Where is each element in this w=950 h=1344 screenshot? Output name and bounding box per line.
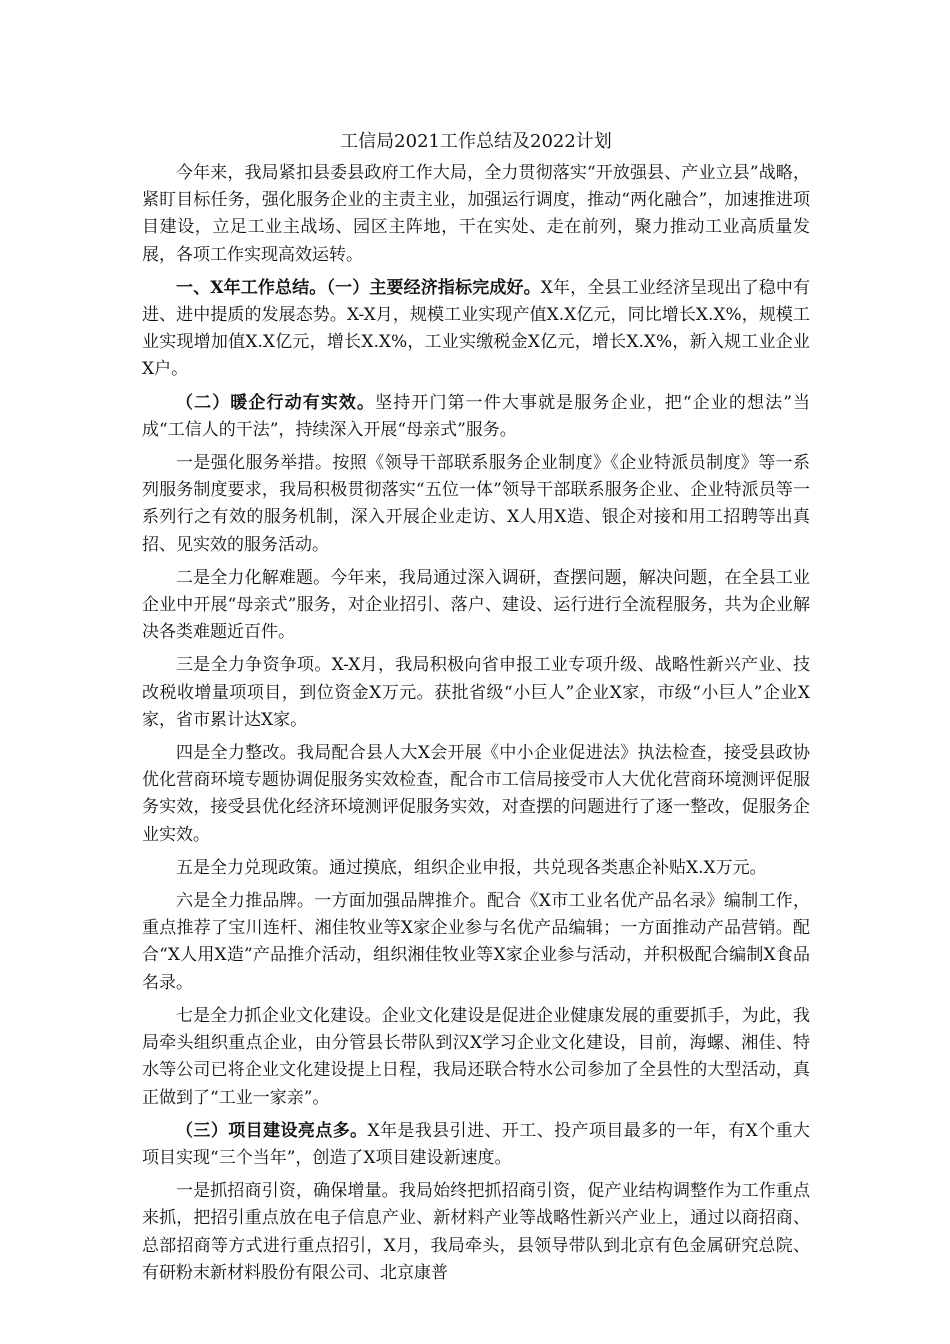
- body-paragraph: [142, 565, 810, 647]
- text-run: 三是全力争资争项。X-X月，我局积极向省申报工业专项升级、战略性新兴产业、技改税收增量项项目，到位资金X万元。获批省级“小巨人”企业X家，市级“小巨人”企业X家，省市累计达X家。: [142, 655, 810, 730]
- bold-heading-run: （二）暖企行动有实效。: [176, 392, 376, 413]
- body-paragraph: [142, 888, 810, 997]
- text-run: 六是全力推品牌。一方面加强品牌推介。配合《X市工业名优产品名录》编制工作，重点推荐了宝川连杆、湘佳牧业等X家企业参与名优产品编辑；一方面推动产品营销。配合“X人用X造”产品推介活动，组织湘佳牧业等X家企业参与活动，并积极配合编制X食品名录。: [142, 891, 810, 993]
- text-run: X年是我县引进、开工、投产项目最多的一年，有X个重大项目实现“三个当年”，创造了X项目建设新速度。: [142, 1120, 811, 1168]
- text-run: 一是抓招商引资，确保增量。我局始终把抓招商引资，促产业结构调整作为工作重点来抓，把招引重点放在电子信息产业、新材料产业等战略性新兴产业上，通过以商招商、总部招商等方式进行重点招引，X月，我局牵头，县领导带队到北京有色金属研究总院、有研粉末新材料股份有限公司、北京康普: [142, 1181, 810, 1283]
- bold-heading-run: 一、X年工作总结。（一）主要经济指标完成好。: [176, 277, 541, 298]
- text-run: 今年来，我局紧扣县委县政府工作大局，全力贯彻落实“开放强县、产业立县”战略，紧盯目标任务，强化服务企业的主责主业，加强运行调度，推动“两化融合”，加速推进项目建设，立足工业主战场、园区主阵地，干在实处、走在前列，聚力推动工业高质量发展，各项工作实现高效运转。: [142, 163, 810, 265]
- text-run: 四是全力整改。我局配合县人大X会开展《中小企业促进法》执法检查，接受县政协优化营商环境专题协调促服务实效检查，配合市工信局接受市人大优化营商环境测评促服务实效，接受县优化经济环境测评促服务实效，对查摆的问题进行了逐一整改，促服务企业实效。: [142, 743, 810, 845]
- document-title: 工信局2021工作总结及2022计划: [340, 131, 612, 152]
- text-run: 一是强化服务举措。按照《领导干部联系服务企业制度》《企业特派员制度》等一系列服务制度要求，我局积极贯彻落实“五位一体”领导干部联系服务企业、企业特派员等一系列行之有效的服务机制，深入开展企业走访、X人用X造、银企对接和用工招聘等出真招、见实效的服务活动。: [142, 453, 810, 555]
- body-paragraph: [142, 390, 810, 444]
- body-paragraph: [142, 740, 810, 849]
- body-paragraph: [142, 275, 810, 384]
- text-run: 二是全力化解难题。今年来，我局通过深入调研，查摆问题，解决问题，在全县工业企业中开展“母亲式”服务，对企业招引、落户、建设、运行进行全流程服务，共为企业解决各类难题近百件。: [142, 567, 810, 643]
- body-paragraph: [142, 450, 810, 559]
- body-paragraph: [142, 652, 810, 734]
- body-paragraph: [142, 1118, 810, 1172]
- body-paragraph: [142, 160, 810, 269]
- document-body: [142, 160, 810, 1287]
- text-run: X年，全县工业经济呈现出了稳中有进、进中提质的发展态势。X-X月，规模工业实现产值X.X亿元，同比增长X.X%，规模工业实现增加值X.X亿元，增长X.X%，工业实缴税金X亿元，增长X.X%，新入规工业企业X户。: [142, 277, 810, 380]
- text-run: 坚持开门第一件大事就是服务企业，把“企业的想法”当成“工信人的干法”，持续深入开展“母亲式”服务。: [142, 392, 810, 440]
- body-paragraph: [142, 1178, 810, 1287]
- bold-heading-run: （三）项目建设亮点多。: [176, 1120, 368, 1141]
- text-run: 七是全力抓企业文化建设。企业文化建设是促进企业健康发展的重要抓手，为此，我局牵头组织重点企业，由分管县长带队到汉X学习企业文化建设，目前，海螺、湘佳、特水等公司已将企业文化建设提上日程，我局还联合特水公司参加了全县性的大型活动，真正做到了“工业一家亲”。: [142, 1005, 810, 1108]
- text-run: 五是全力兑现政策。通过摸底，组织企业申报，共兑现各类惠企补贴X.X万元。: [176, 857, 767, 878]
- body-paragraph: [142, 855, 810, 882]
- body-paragraph: [142, 1003, 810, 1112]
